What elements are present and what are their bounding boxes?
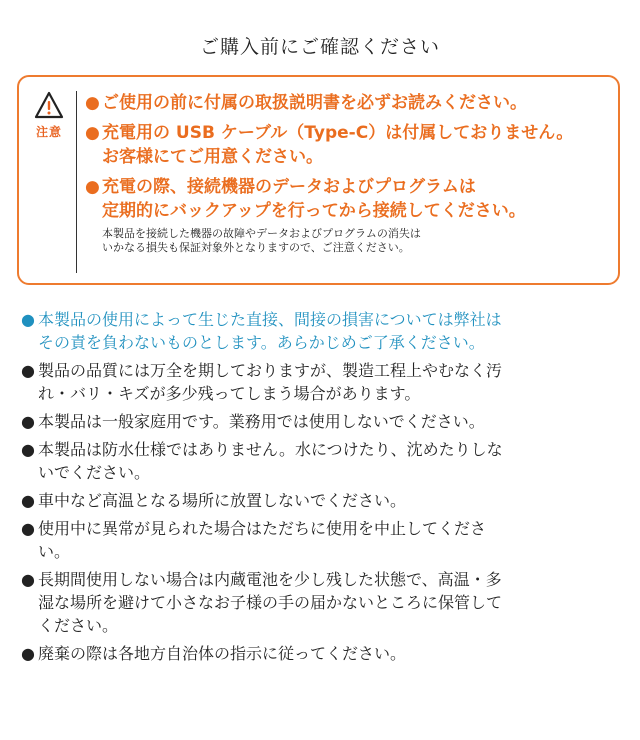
- caution-line: お客様にてご用意ください。: [102, 147, 323, 167]
- notice-line: 製品の品質には万全を期しておりますが、製造工程上やむなく汚: [38, 361, 503, 380]
- notice-line: 廃棄の際は各地方自治体の指示に従ってください。: [38, 644, 407, 663]
- bullet-icon: ●: [21, 361, 35, 380]
- notice-item: [21, 642, 626, 665]
- notice-item: [21, 517, 626, 563]
- bullet-icon: ●: [21, 519, 35, 538]
- caution-line: 充電の際、接続機器のデータおよびプログラムは: [102, 177, 476, 197]
- notice-item: [21, 568, 626, 637]
- notice-item: [21, 410, 626, 433]
- notice-item: [21, 359, 626, 405]
- caution-line: ご使用の前に付属の取扱説明書を必ずお読みください。: [102, 93, 527, 113]
- caution-item: [85, 121, 613, 169]
- notice-line: 湿な場所を避けて小さなお子様の手の届かないところに保管して: [38, 593, 503, 612]
- notice-item: [21, 438, 626, 484]
- notice-line: ください。: [38, 616, 119, 635]
- notice-item: [21, 308, 626, 354]
- notice-line: いでください。: [38, 463, 151, 482]
- caution-divider: [76, 91, 77, 273]
- bullet-icon: ●: [85, 123, 100, 143]
- bullet-icon: ●: [21, 491, 35, 510]
- warning-triangle-icon: [34, 91, 64, 119]
- footnote-line: いかなる損失も保証対象外となりますので、ご注意ください。: [102, 241, 410, 254]
- page-title: ご購入前にご確認ください: [199, 36, 440, 58]
- bullet-icon: ●: [21, 412, 35, 431]
- bullet-icon: ●: [21, 440, 35, 459]
- caution-box: [17, 75, 620, 285]
- notice-item: [21, 489, 626, 512]
- notice-line: 本製品は一般家庭用です。業務用では使用しないでください。: [38, 412, 485, 431]
- notice-line: 車中など高温となる場所に放置しないでください。: [38, 491, 407, 510]
- bullet-icon: ●: [85, 177, 100, 197]
- caution-line: 定期的にバックアップを行ってから接続してください。: [102, 201, 526, 221]
- bullet-icon: ●: [21, 310, 35, 329]
- caution-item: [85, 91, 613, 115]
- notice-line: れ・バリ・キズが多少残ってしまう場合があります。: [38, 384, 421, 403]
- caution-list: [85, 91, 613, 255]
- notice-line: その責を負わないものとします。あらかじめご了承ください。: [38, 333, 485, 352]
- bullet-icon: ●: [85, 93, 100, 113]
- notice-list: [21, 308, 626, 670]
- footnote-line: 本製品を接続した機器の故障やデータおよびプログラムの消失は: [102, 227, 421, 240]
- notice-line: 本製品の使用によって生じた直接、間接の損害については弊社は: [38, 310, 502, 329]
- notice-line: 長期間使用しない場合は内蔵電池を少し残した状態で、高温・多: [38, 570, 502, 589]
- caution-line: 充電用の USB ケーブル（Type-C）は付属しておりません。: [102, 123, 574, 143]
- bullet-icon: ●: [21, 570, 35, 589]
- caution-marker: [27, 91, 71, 140]
- notice-line: 本製品は防水仕様ではありません。水につけたり、沈めたりしな: [38, 440, 503, 459]
- caution-footnote: [85, 227, 613, 255]
- caution-item: [85, 175, 613, 223]
- caution-label: 注意: [35, 125, 62, 139]
- notice-line: い。: [38, 542, 71, 561]
- notice-line: 使用中に異常が見られた場合はただちに使用を中止してくださ: [38, 519, 487, 538]
- bullet-icon: ●: [21, 644, 35, 663]
